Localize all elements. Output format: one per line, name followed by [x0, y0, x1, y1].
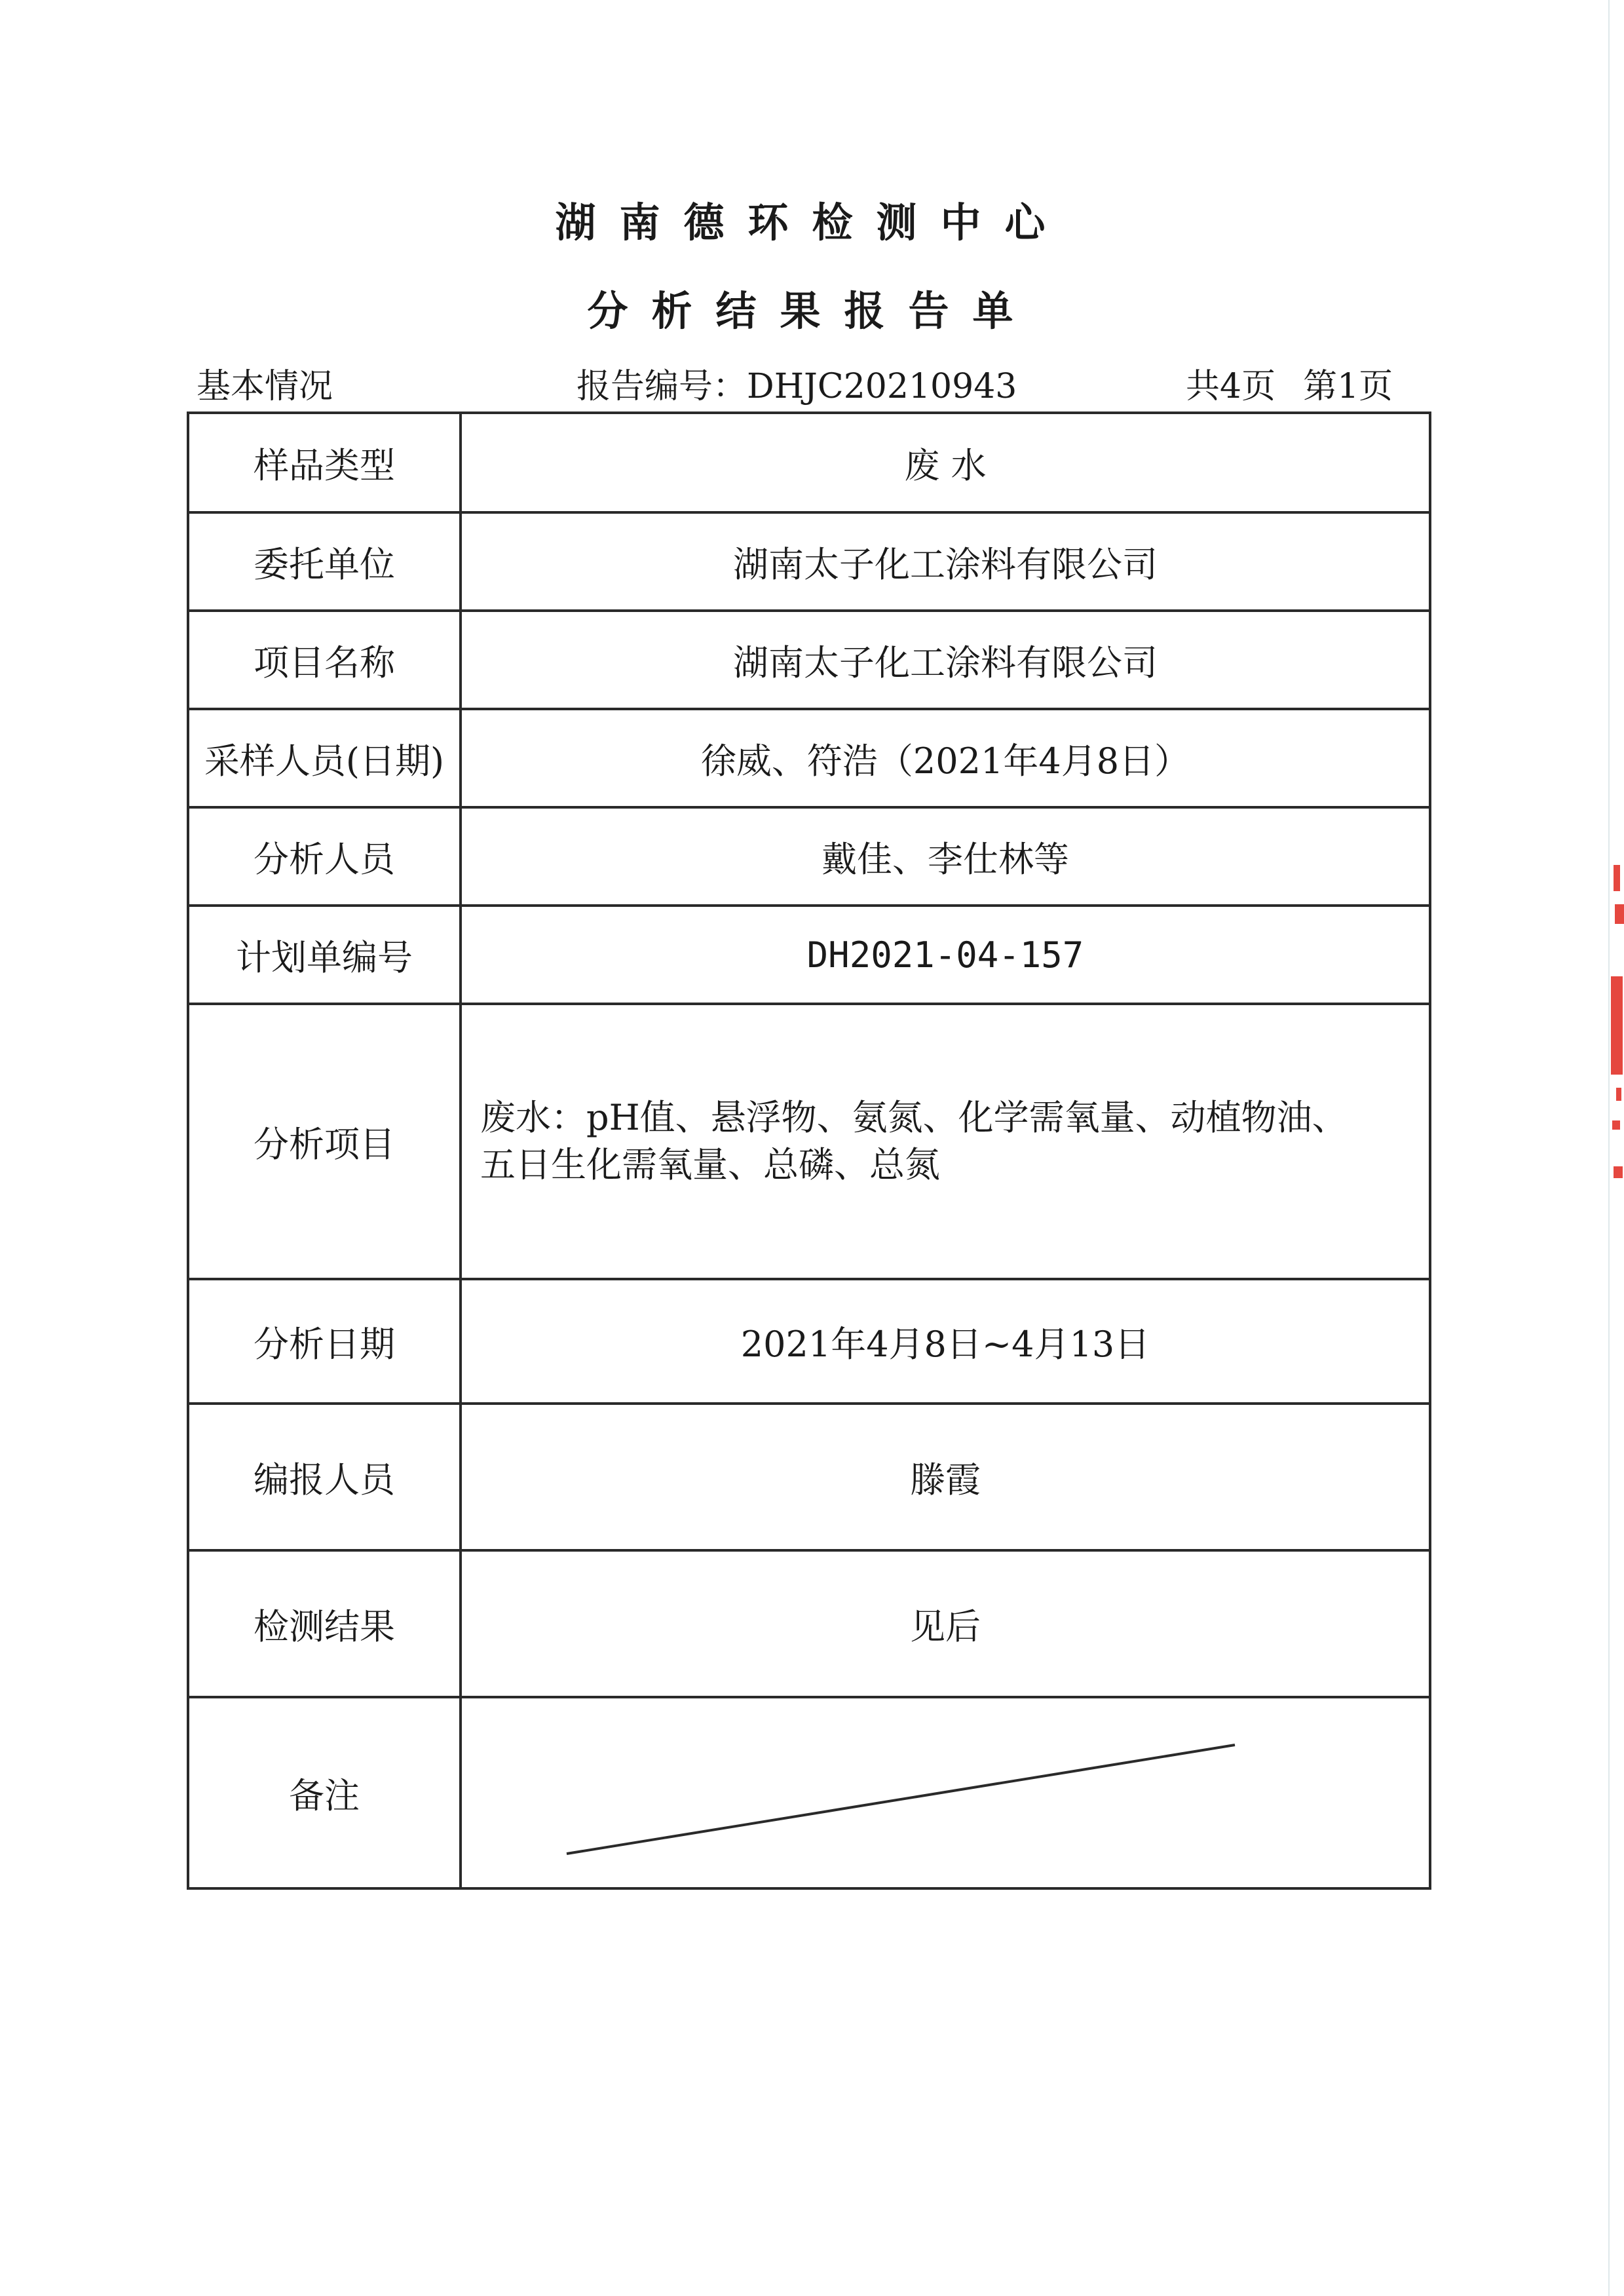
table-row	[188, 906, 1430, 1004]
table-row	[188, 1279, 1430, 1404]
row-label-result: 检测结果	[188, 1550, 461, 1697]
row-label-analyst: 分析人员	[188, 807, 461, 906]
report-number-value: DHJC20210943	[747, 367, 1017, 406]
row-label-analysis-items: 分析项目	[188, 1004, 461, 1279]
current-page: 第1页	[1303, 367, 1393, 406]
table-row	[188, 807, 1430, 906]
row-label-plan-no: 计划单编号	[188, 906, 461, 1004]
seam-stamp-fragment	[1610, 858, 1624, 1186]
report-number	[576, 364, 1017, 410]
row-value-project: 湖南太子化工涂料有限公司	[461, 611, 1430, 709]
row-label-analysis-date: 分析日期	[188, 1279, 461, 1404]
section-label: 基本情况	[197, 367, 333, 406]
row-value-client: 湖南太子化工涂料有限公司	[461, 512, 1430, 611]
total-pages: 共4页	[1186, 367, 1276, 406]
row-label-sample-type: 样品类型	[188, 413, 461, 512]
basic-info-table	[187, 411, 1431, 1890]
org-title: 湖南德环检测中心	[555, 199, 1069, 246]
report-number-label: 报告编号：	[576, 367, 747, 406]
row-label-client: 委托单位	[188, 512, 461, 611]
table-row	[188, 709, 1430, 807]
row-value-reporter: 滕霞	[461, 1404, 1430, 1550]
analysis-items-line-2: 五日生化需氧量、总磷、总氮	[480, 1144, 940, 1185]
table-row	[188, 413, 1430, 512]
table-row	[188, 1550, 1430, 1697]
row-value-result: 见后	[461, 1550, 1430, 1697]
report-title: 分析结果报告单	[587, 287, 1037, 335]
table-row	[188, 611, 1430, 709]
row-label-project: 项目名称	[188, 611, 461, 709]
remarks-strike-line	[462, 1704, 1429, 1881]
analysis-items-line-1: 废水：pH值、悬浮物、氨氮、化学需氧量、动植物油、	[480, 1097, 1348, 1138]
row-value-sample-type: 废 水	[461, 413, 1430, 512]
row-value-analyst: 戴佳、李仕林等	[461, 807, 1430, 906]
row-label-remarks: 备注	[188, 1697, 461, 1888]
page-indicator	[1186, 364, 1393, 410]
row-value-sampler: 徐威、符浩（2021年4月8日）	[461, 709, 1430, 807]
table-row	[188, 1697, 1430, 1888]
row-value-remarks	[461, 1697, 1430, 1888]
row-value-plan-no: DH2021-04-157	[461, 906, 1430, 1004]
row-value-analysis-date: 2021年4月8日~4月13日	[461, 1279, 1430, 1404]
row-label-sampler: 采样人员(日期)	[188, 709, 461, 807]
row-value-analysis-items	[461, 1004, 1430, 1279]
table-row	[188, 1404, 1430, 1550]
table-row	[188, 512, 1430, 611]
row-label-reporter: 编报人员	[188, 1404, 461, 1550]
table-row	[188, 1004, 1430, 1279]
